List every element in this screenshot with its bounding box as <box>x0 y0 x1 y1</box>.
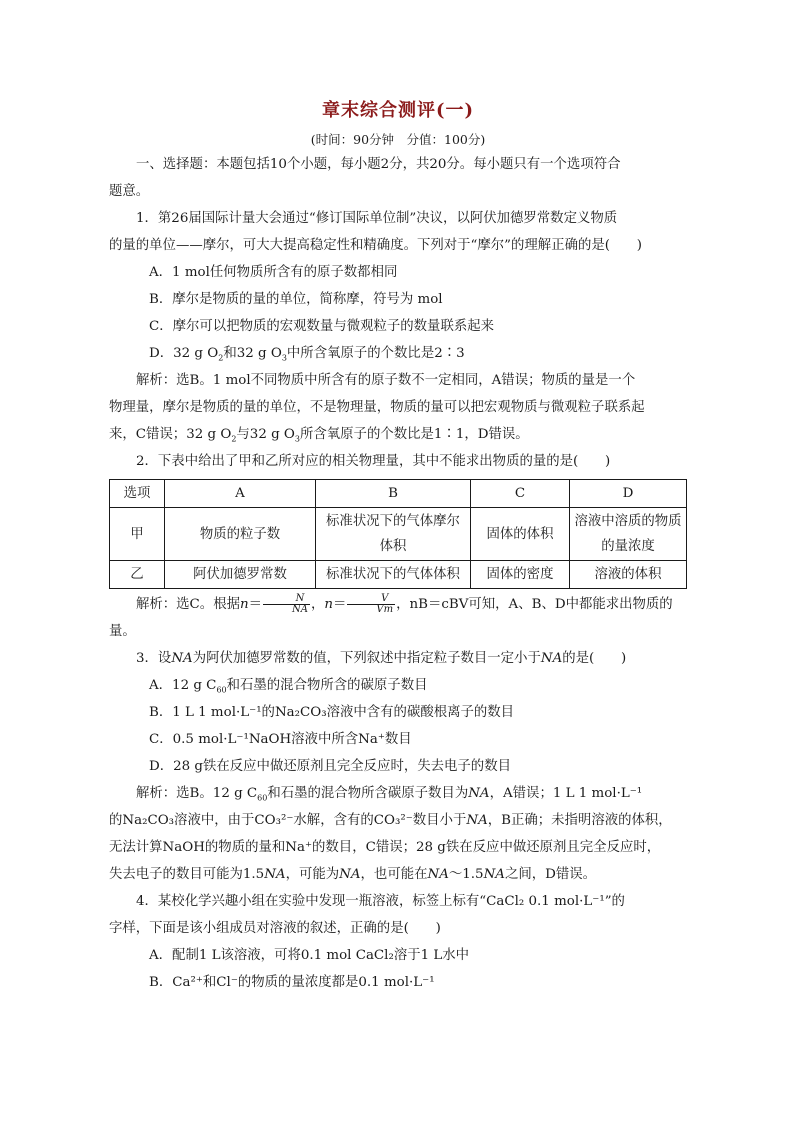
time-score-line: (时间：90分钟 分值：100分) <box>310 132 486 147</box>
section-intro: 一、选择题：本题包括10个小题，每小题2分，共20分。每小题只有一个选项符合 <box>136 157 621 172</box>
q1-stem: 1．第26届国际计量大会通过“修订国际单位制”决议，以阿伏加德罗常数定义物质 <box>136 211 618 226</box>
table-cell: 选项 <box>110 480 165 508</box>
q1-option-b: B．摩尔是物质的量的单位，简称摩，符号为 mol <box>149 292 443 307</box>
q3-option-c: C．0.5 mol·L⁻¹NaOH溶液中所含Na⁺数目 <box>149 732 412 747</box>
table-cell: A <box>165 480 316 508</box>
fraction: $\frac{N}{NA}$ <box>263 594 310 615</box>
table-cell: 标准状况下的气体体积 <box>316 561 471 589</box>
table-cell: C <box>471 480 570 508</box>
q1-option-a: A．1 mol任何物质所含有的原子数都相同 <box>149 265 398 280</box>
q3-analysis-cont: 的Na₂CO₃溶液中，由于CO₃²⁻水解，含有的CO₃²⁻数目小于NA，B正确；未指明溶液的体积， <box>109 813 672 828</box>
table-cell: 溶液中溶质的物质的量浓度 <box>570 508 687 561</box>
q1-option-d: D．32 g $O_2$和32 g $O_3$中所含氧原子的个数比是2∶3 <box>149 346 465 363</box>
q3-stem: 3．设NA为阿伏加德罗常数的值，下列叙述中指定粒子数目一定小于NA的是( ) <box>136 651 627 666</box>
q3-option-b: B．1 L 1 mol·L⁻¹的Na₂CO₃溶液中含有的碳酸根离子的数目 <box>149 705 515 720</box>
table-row <box>110 508 687 561</box>
q3-analysis: 解析：选B。12 g $C_{60}$和石墨的混合物所含碳原子数目为NA，A错误；1 L 1 mol·L⁻¹ <box>136 786 643 803</box>
q1-analysis-cont: 物理量，摩尔是物质的量的单位，不是物理量，物质的量可以把宏观物质与微观粒子联系起 <box>109 400 645 415</box>
table-cell: 固体的体积 <box>471 508 570 561</box>
table-row <box>110 561 687 589</box>
q1-stem-cont: 的量的单位——摩尔，可大大提高稳定性和精确度。下列对于“摩尔”的理解正确的是( ) <box>109 238 642 253</box>
table-cell: 甲 <box>110 508 165 561</box>
table-cell: 乙 <box>110 561 165 589</box>
document-content <box>109 96 687 996</box>
page-title: 章末综合测评(一) <box>321 100 475 121</box>
q4-option-a: A．配制1 L该溶液，可将0.1 mol CaCl₂溶于1 L水中 <box>149 948 470 963</box>
q1-analysis: 解析：选B。1 mol不同物质中所含有的原子数不一定相同，A错误；物质的量是一个 <box>136 373 636 388</box>
table-cell: B <box>316 480 471 508</box>
q4-stem-cont: 字样，下面是该小组成员对溶液的叙述，正确的是( ) <box>109 921 441 936</box>
q3-option-d: D．28 g铁在反应中做还原剂且完全反应时，失去电子的数目 <box>149 759 511 774</box>
q4-option-b: B．Ca²⁺和Cl⁻的物质的量浓度都是0.1 mol·L⁻¹ <box>149 975 435 990</box>
q2-stem: 2．下表中给出了甲和乙所对应的相关物理量，其中不能求出物质的量的是( ) <box>136 454 611 469</box>
table-cell: 固体的密度 <box>471 561 570 589</box>
table-cell: 物质的粒子数 <box>165 508 316 561</box>
section-intro-cont: 题意。 <box>109 184 150 199</box>
table-cell: D <box>570 480 687 508</box>
table-header-row <box>110 480 687 508</box>
table-cell: 阿伏加德罗常数 <box>165 561 316 589</box>
q2-table <box>109 479 687 589</box>
table-cell: 标准状况下的气体摩尔体积 <box>316 508 471 561</box>
fraction: $\frac{V}{Vm}$ <box>347 594 395 615</box>
q3-option-a: A．12 g $C_{60}$和石墨的混合物所含的碳原子数目 <box>149 678 428 695</box>
q1-option-c: C．摩尔可以把物质的宏观数量与微观粒子的数量联系起来 <box>149 319 495 334</box>
q3-analysis-cont2: 无法计算NaOH的物质的量和Na⁺的数目，C错误；28 g铁在反应中做还原剂且完全反应时， <box>109 840 661 855</box>
table-cell: 溶液的体积 <box>570 561 687 589</box>
q2-analysis: 解析：选C。根据n＝ $\frac{N}{NA}$ ，n＝ $\frac{V}{Vm}$ ，nB＝cBV可知，A、B、D中都能求出物质的量。 <box>109 593 673 639</box>
q3-analysis-end: 失去电子的数目可能为1.5NA，可能为NA，也可能在NA～1.5NA之间，D错误。 <box>109 867 597 882</box>
q4-stem: 4．某校化学兴趣小组在实验中发现一瓶溶液，标签上标有“CaCl₂ 0.1 mol·L⁻¹”的 <box>136 894 625 909</box>
q1-analysis-end: 来，C错误；32 g $O_2$与32 g $O_3$所含氧原子的个数比是1∶1，D错误。 <box>109 427 529 444</box>
